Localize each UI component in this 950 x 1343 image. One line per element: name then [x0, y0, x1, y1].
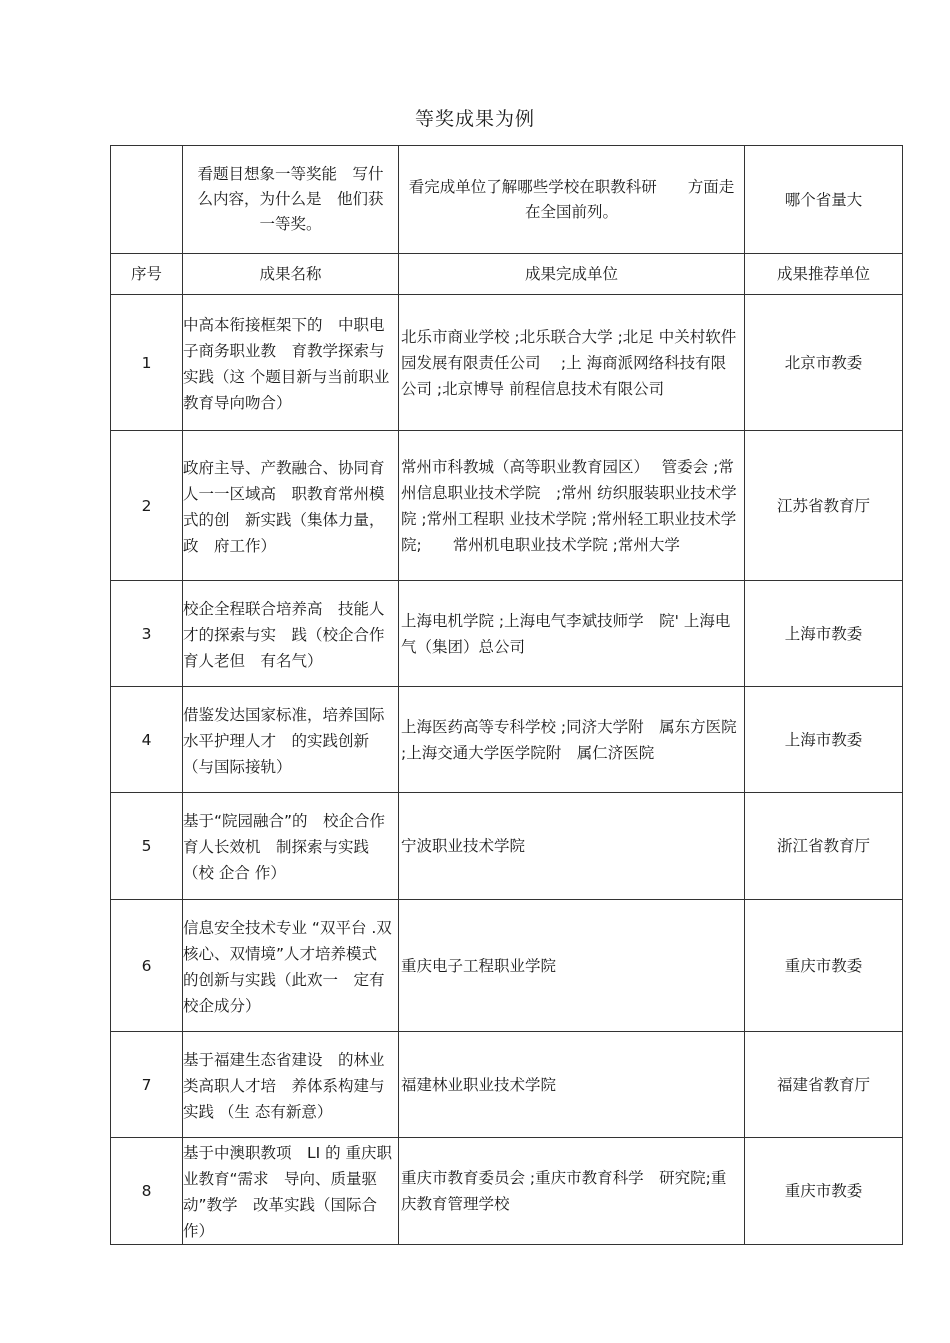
row-unit: 重庆市教育委员会 ;重庆市教育科学 研究院;重庆教育管理学校 — [399, 1138, 745, 1245]
row-name: 政府主导、产教融合、协同育人一一区域高 职教育常州模式的创 新实践（集体力量，政 府工作） — [183, 431, 399, 581]
intro-unit-note: 看完成单位了解哪些学校在职教科研 方面走在全国前列。 — [399, 146, 745, 254]
table-row — [111, 900, 903, 1032]
header-name: 成果名称 — [183, 254, 399, 295]
row-unit: 北乐市商业学校 ;北乐联合大学 ;北足 中关村软件园发展有限责任公司 ;上 海商派网络科技有限公司 ;北京博导 前程信息技术有限公司 — [399, 295, 745, 431]
intro-province-note: 哪个省量大 — [745, 146, 903, 254]
row-name: 校企全程联合培养高 技能人才的探索与实 践（校企合作育人老但 有名气） — [183, 581, 399, 687]
row-recommender: 重庆市教委 — [745, 1138, 903, 1245]
intro-name-note: 看题目想象一等奖能 写什么内容，为什么是 他们获一等奖。 — [183, 146, 399, 254]
row-recommender: 重庆市教委 — [745, 900, 903, 1032]
row-name: 中高本衔接框架下的 中职电子商务职业教 育教学探索与实践（这 个题目新与当前职业 教育导向吻合） — [183, 295, 399, 431]
row-index: 4 — [111, 687, 183, 793]
row-recommender: 江苏省教育厅 — [745, 431, 903, 581]
row-name: 信息安全技术专业 “双平台 .双核心、双情境”人才培养模式 的创新与实践（此欢一 定有校企成分） — [183, 900, 399, 1032]
header-row — [111, 254, 903, 295]
results-table — [110, 145, 903, 1245]
intro-row — [111, 146, 903, 254]
row-recommender: 上海市教委 — [745, 687, 903, 793]
page-title: 等奖成果为例 — [414, 108, 535, 130]
row-recommender: 浙江省教育厅 — [745, 793, 903, 900]
row-recommender: 福建省教育厅 — [745, 1032, 903, 1138]
row-unit: 常州市科教城（高等职业教育园区） 管委会 ;常州信息职业技术学院 ;常州 纺织服装职业技术学院 ;常州工程职 业技术学院 ;常州轻工职业技术学院; 常州机电职业技术学院 ;常州大学 — [399, 431, 745, 581]
row-name: 借鉴发达国家标准，培养国际水平护理人才 的实践创新 （与国际接轨） — [183, 687, 399, 793]
row-unit: 上海电机学院 ;上海电气李斌技师学 院' 上海电气（集团）总公司 — [399, 581, 745, 687]
row-index: 3 — [111, 581, 183, 687]
row-unit: 福建林业职业技术学院 — [399, 1032, 745, 1138]
row-unit: 宁波职业技术学院 — [399, 793, 745, 900]
table-row — [111, 687, 903, 793]
row-recommender: 北京市教委 — [745, 295, 903, 431]
row-name: 基于中澳职教项 LI 的 重庆职业教育“需求 导向、质量驱动”教学 改革实践（国际合作） — [183, 1138, 399, 1245]
header-unit: 成果完成单位 — [399, 254, 745, 295]
table-row — [111, 1138, 903, 1245]
row-index: 7 — [111, 1032, 183, 1138]
table-row — [111, 793, 903, 900]
row-unit: 上海医药高等专科学校 ;同济大学附 属东方医院 ;上海交通大学医学院附 属仁济医院 — [399, 687, 745, 793]
table-row — [111, 1032, 903, 1138]
table-row — [111, 581, 903, 687]
row-index: 1 — [111, 295, 183, 431]
header-index: 序号 — [111, 254, 183, 295]
row-name: 基于福建生态省建设 的林业类高职人才培 养体系构建与实践 （生 态有新意） — [183, 1032, 399, 1138]
row-name: 基于“院园融合”的 校企合作育人长效机 制探索与实践（校 企合 作） — [183, 793, 399, 900]
row-recommender: 上海市教委 — [745, 581, 903, 687]
table-row — [111, 295, 903, 431]
row-unit: 重庆电子工程职业学院 — [399, 900, 745, 1032]
row-index: 2 — [111, 431, 183, 581]
row-index: 5 — [111, 793, 183, 900]
table-row — [111, 431, 903, 581]
intro-empty-cell — [111, 146, 183, 254]
header-recommender: 成果推荐单位 — [745, 254, 903, 295]
row-index: 6 — [111, 900, 183, 1032]
row-index: 8 — [111, 1138, 183, 1245]
